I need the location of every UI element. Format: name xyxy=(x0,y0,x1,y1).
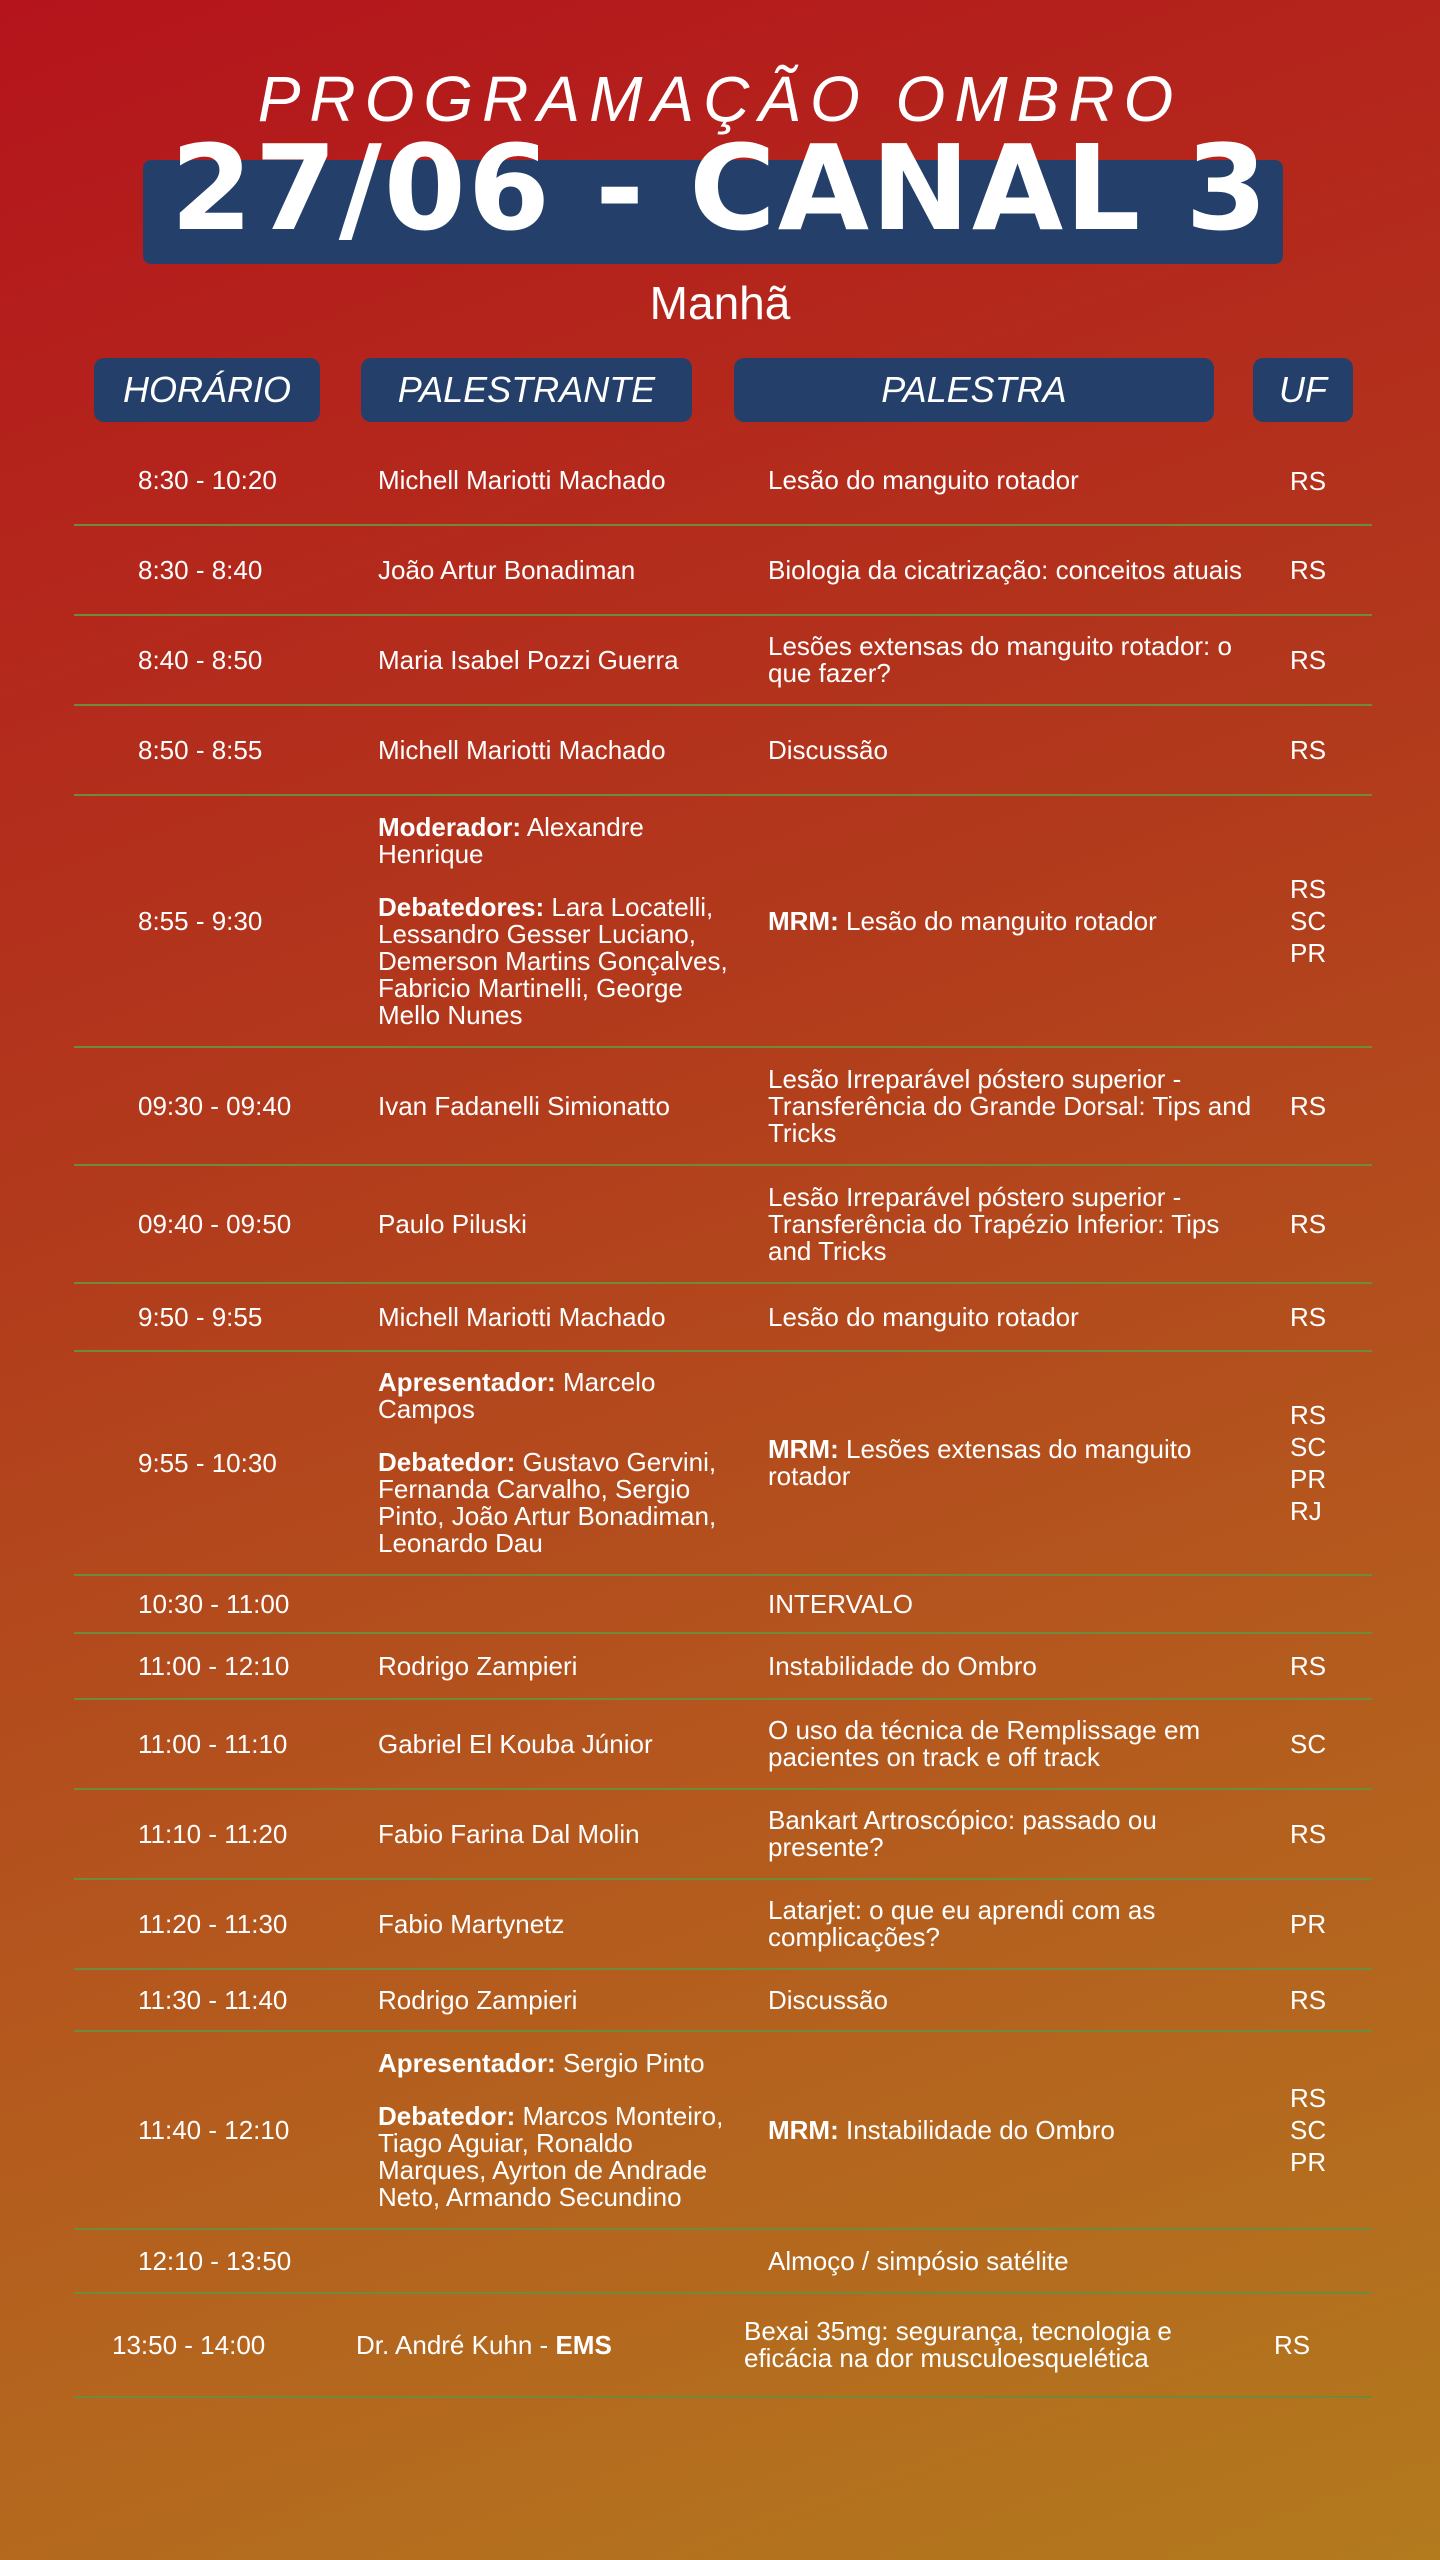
uf-cell xyxy=(1282,1699,1372,1789)
talk-cell xyxy=(744,2293,1258,2397)
uf-cell xyxy=(1282,1283,1372,1351)
speaker-cell xyxy=(378,525,768,615)
uf-code: RS xyxy=(1290,1819,1327,1849)
talk-title: Lesão Irreparável póstero superior - Transferência do Trapézio Inferior: Tips and Tricks xyxy=(768,1181,1220,1266)
time-text: 8:30 - 8:40 xyxy=(138,554,263,585)
talk-prefix: MRM: xyxy=(768,905,839,936)
uf-cell xyxy=(1282,2229,1372,2293)
uf-code: RS xyxy=(1290,645,1327,675)
uf-code: RS xyxy=(1290,1209,1327,1239)
schedule-row xyxy=(74,525,1372,615)
schedule-row xyxy=(74,2293,1372,2397)
schedule-row xyxy=(74,1351,1372,1575)
speaker-cell xyxy=(378,705,768,795)
speaker-name: Maria Isabel Pozzi Guerra xyxy=(378,644,679,675)
speaker-name: João Artur Bonadiman xyxy=(378,554,636,585)
speaker-cell xyxy=(378,1969,768,2031)
uf-cell xyxy=(1282,1575,1372,1633)
talk-cell xyxy=(768,525,1282,615)
time-text: 9:50 - 9:55 xyxy=(138,1301,263,1332)
speaker-name: Paulo Piluski xyxy=(378,1208,527,1239)
time-cell xyxy=(74,795,378,1047)
talk-cell xyxy=(768,1969,1282,2031)
talk-prefix: MRM: xyxy=(768,2114,839,2145)
uf-code: RS xyxy=(1274,2330,1311,2360)
speaker-name: Fabio Farina Dal Molin xyxy=(378,1818,640,1849)
role-name: Alexandre Henrique xyxy=(378,811,644,869)
time-cell xyxy=(74,2229,378,2293)
speaker-name: Rodrigo Zampieri xyxy=(378,1984,578,2015)
speaker-cell xyxy=(378,1283,768,1351)
time-cell xyxy=(74,705,378,795)
time-cell xyxy=(74,437,378,525)
time-text: 11:40 - 12:10 xyxy=(138,2114,290,2145)
talk-title: Almoço / simpósio satélite xyxy=(768,2245,1069,2276)
time-cell xyxy=(74,1351,378,1575)
speaker-cell xyxy=(356,2293,746,2397)
time-cell xyxy=(74,1633,378,1699)
column-header-speaker: PALESTRANTE xyxy=(361,358,692,422)
time-cell xyxy=(74,2293,378,2397)
talk-title: O uso da técnica de Remplissage em pacientes on track e off track xyxy=(768,1715,1201,1772)
uf-cell xyxy=(1282,615,1372,705)
speaker-name: Michell Mariotti Machado xyxy=(378,1301,666,1332)
schedule-row xyxy=(74,705,1372,795)
uf-cell xyxy=(1282,1351,1372,1575)
uf-cell xyxy=(1282,1789,1372,1879)
uf-code: PR xyxy=(1290,1909,1327,1939)
time-cell xyxy=(74,1699,378,1789)
time-cell xyxy=(74,2031,378,2229)
time-text: 8:40 - 8:50 xyxy=(138,644,263,675)
talk-title: Lesão do manguito rotador xyxy=(768,1301,1079,1332)
talk-cell xyxy=(768,2229,1282,2293)
time-text: 11:20 - 11:30 xyxy=(138,1908,288,1939)
uf-cell xyxy=(1282,1969,1372,2031)
speaker-cell xyxy=(378,2031,768,2229)
uf-cell xyxy=(1282,705,1372,795)
uf-code: SC xyxy=(1290,2115,1327,2145)
uf-code: RS xyxy=(1290,555,1327,585)
speaker-cell xyxy=(378,1575,768,1633)
speaker-cell xyxy=(378,1879,768,1969)
role-names: Gustavo Gervini, Fernanda Carvalho, Sergio Pinto, João Artur Bonadiman, Leonardo Dau xyxy=(378,1447,717,1558)
talk-title: Discussão xyxy=(768,734,888,765)
uf-code: RS xyxy=(1290,874,1327,904)
role-label: Debatedores: xyxy=(378,891,545,922)
uf-code: RS xyxy=(1290,1091,1327,1121)
schedule-row xyxy=(74,2031,1372,2229)
schedule-row xyxy=(74,1789,1372,1879)
talk-cell xyxy=(768,1699,1282,1789)
uf-cell xyxy=(1282,1633,1372,1699)
speaker-cell xyxy=(378,2229,768,2293)
talk-prefix: MRM: xyxy=(768,1434,839,1464)
schedule-row xyxy=(74,1969,1372,2031)
uf-code: RS xyxy=(1290,1302,1327,1332)
uf-cell xyxy=(1282,2031,1372,2229)
talk-cell xyxy=(768,1633,1282,1699)
talk-cell xyxy=(768,705,1282,795)
speaker-name: Fabio Martynetz xyxy=(378,1908,565,1939)
speaker-cell xyxy=(378,1165,768,1283)
talk-title: Lesão Irreparável póstero superior - Transferência do Grande Dorsal: Tips and Tricks xyxy=(768,1063,1252,1148)
time-text: 11:30 - 11:40 xyxy=(138,1984,288,2015)
talk-cell xyxy=(768,1165,1282,1283)
time-text: 9:55 - 10:30 xyxy=(138,1447,277,1478)
role-label: Apresentador: xyxy=(378,1367,556,1397)
talk-cell xyxy=(768,615,1282,705)
role-names: Lara Locatelli, Lessandro Gesser Luciano, Demerson Martins Gonçalves, Fabricio Martinelli, George Mello Nunes xyxy=(378,891,728,1030)
talk-title: Lesões extensas do manguito rotador xyxy=(768,1434,1192,1491)
speaker-name: Dr. André Kuhn - xyxy=(356,2329,549,2360)
uf-code: RS xyxy=(1290,1400,1327,1430)
schedule-row xyxy=(74,1633,1372,1699)
talk-cell xyxy=(768,437,1282,525)
speaker-cell xyxy=(378,1633,768,1699)
schedule-row xyxy=(74,1879,1372,1969)
talk-title: Biologia da cicatrização: conceitos atuais xyxy=(768,554,1243,585)
uf-code: RS xyxy=(1290,1651,1327,1681)
talk-cell xyxy=(768,1575,1282,1633)
speaker-company: EMS xyxy=(555,2329,612,2360)
talk-title: Instabilidade do Ombro xyxy=(846,2114,1115,2145)
time-text: 13:50 - 14:00 xyxy=(112,2329,266,2360)
time-text: 8:30 - 10:20 xyxy=(138,465,277,495)
schedule-row xyxy=(74,1047,1372,1165)
program-title: PROGRAMAÇÃO OMBRO xyxy=(257,63,1183,135)
talk-cell xyxy=(768,1047,1282,1165)
time-cell xyxy=(74,1969,378,2031)
date-channel-title: 27/06 - CANAL 3 xyxy=(170,119,1270,257)
talk-cell xyxy=(768,2031,1282,2229)
uf-cell xyxy=(1282,525,1372,615)
role-names: Marcos Monteiro, Tiago Aguiar, Ronaldo Marques, Ayrton de Andrade Neto, Armando Secundino xyxy=(378,2100,724,2212)
uf-code: RS xyxy=(1290,465,1327,496)
time-cell xyxy=(74,615,378,705)
speaker-name: Michell Mariotti Machado xyxy=(378,465,666,495)
uf-code: RS xyxy=(1290,735,1327,765)
schedule-row xyxy=(74,2229,1372,2293)
schedule-row xyxy=(74,1575,1372,1633)
time-text: 11:00 - 12:10 xyxy=(138,1650,290,1681)
time-cell xyxy=(74,1879,378,1969)
speaker-name: Michell Mariotti Machado xyxy=(378,734,666,765)
talk-title: INTERVALO xyxy=(768,1588,913,1619)
role-label: Apresentador: xyxy=(378,2047,556,2078)
schedule-row xyxy=(74,437,1372,525)
speaker-cell xyxy=(378,1699,768,1789)
role-label: Debatedor: xyxy=(378,2100,516,2131)
time-text: 11:00 - 11:10 xyxy=(138,1728,288,1759)
schedule-row xyxy=(74,1283,1372,1351)
talk-title: Latarjet: o que eu aprendi com as complicações? xyxy=(768,1895,1156,1952)
time-text: 10:30 - 11:00 xyxy=(138,1588,290,1619)
talk-cell xyxy=(768,1879,1282,1969)
uf-code: SC xyxy=(1290,1729,1327,1759)
column-header-time: HORÁRIO xyxy=(94,358,320,422)
speaker-name: Gabriel El Kouba Júnior xyxy=(378,1728,653,1759)
uf-cell xyxy=(1282,795,1372,1047)
talk-title: Instabilidade do Ombro xyxy=(768,1650,1037,1681)
speaker-cell xyxy=(378,615,768,705)
uf-code: RJ xyxy=(1290,1496,1322,1526)
talk-cell xyxy=(768,1283,1282,1351)
time-cell xyxy=(74,1165,378,1283)
time-cell xyxy=(74,1283,378,1351)
time-cell xyxy=(74,525,378,615)
uf-cell xyxy=(1266,2293,1356,2397)
speaker-cell xyxy=(378,437,768,525)
role-label: Moderador: xyxy=(378,811,521,842)
uf-code: SC xyxy=(1290,1432,1327,1462)
speaker-name: Rodrigo Zampieri xyxy=(378,1650,578,1681)
speaker-cell xyxy=(378,795,768,1047)
uf-cell xyxy=(1282,437,1372,525)
role-name: Sergio Pinto xyxy=(562,2047,705,2078)
role-label: Debatedor: xyxy=(378,1447,516,1477)
talk-cell xyxy=(768,1351,1282,1575)
time-text: 09:30 - 09:40 xyxy=(138,1090,292,1121)
time-text: 09:40 - 09:50 xyxy=(138,1208,292,1239)
uf-cell xyxy=(1282,1879,1372,1969)
role-name: Marcelo Campos xyxy=(378,1367,656,1424)
time-text: 12:10 - 13:50 xyxy=(138,2245,292,2276)
talk-title: Lesão do manguito rotador xyxy=(768,465,1079,495)
uf-cell xyxy=(1282,1047,1372,1165)
period-label: Manhã xyxy=(649,277,791,329)
column-header-talk: PALESTRA xyxy=(734,358,1214,422)
speaker-cell xyxy=(378,1047,768,1165)
uf-code: RS xyxy=(1290,2083,1327,2113)
talk-cell xyxy=(768,795,1282,1047)
talk-title: Bankart Artroscópico: passado ou presente? xyxy=(768,1805,1157,1862)
uf-code: RS xyxy=(1290,1985,1327,2015)
schedule-row xyxy=(74,795,1372,1047)
speaker-cell xyxy=(378,1789,768,1879)
schedule-row xyxy=(74,615,1372,705)
talk-cell xyxy=(768,1789,1282,1879)
talk-title: Lesões extensas do manguito rotador: o que fazer? xyxy=(768,631,1232,688)
speaker-cell xyxy=(378,1351,768,1575)
uf-code: PR xyxy=(1290,938,1327,968)
uf-code: PR xyxy=(1290,2147,1327,2177)
schedule-table xyxy=(74,437,1372,2398)
time-text: 11:10 - 11:20 xyxy=(138,1818,288,1849)
speaker-name: Ivan Fadanelli Simionatto xyxy=(378,1090,670,1121)
uf-code: SC xyxy=(1290,906,1327,936)
time-cell xyxy=(74,1789,378,1879)
talk-title: Bexai 35mg: segurança, tecnologia e eficácia na dor musculoesquelética xyxy=(744,2316,1172,2373)
uf-cell xyxy=(1282,1165,1372,1283)
time-cell xyxy=(74,1575,378,1633)
time-text: 8:55 - 9:30 xyxy=(138,905,263,936)
schedule-row xyxy=(74,1699,1372,1789)
time-cell xyxy=(74,1047,378,1165)
talk-title: Discussão xyxy=(768,1984,888,2015)
talk-title: Lesão do manguito rotador xyxy=(846,905,1157,936)
time-text: 8:50 - 8:55 xyxy=(138,734,263,765)
schedule-row xyxy=(74,1165,1372,1283)
column-header-uf: UF xyxy=(1253,358,1353,422)
uf-code: PR xyxy=(1290,1464,1327,1494)
